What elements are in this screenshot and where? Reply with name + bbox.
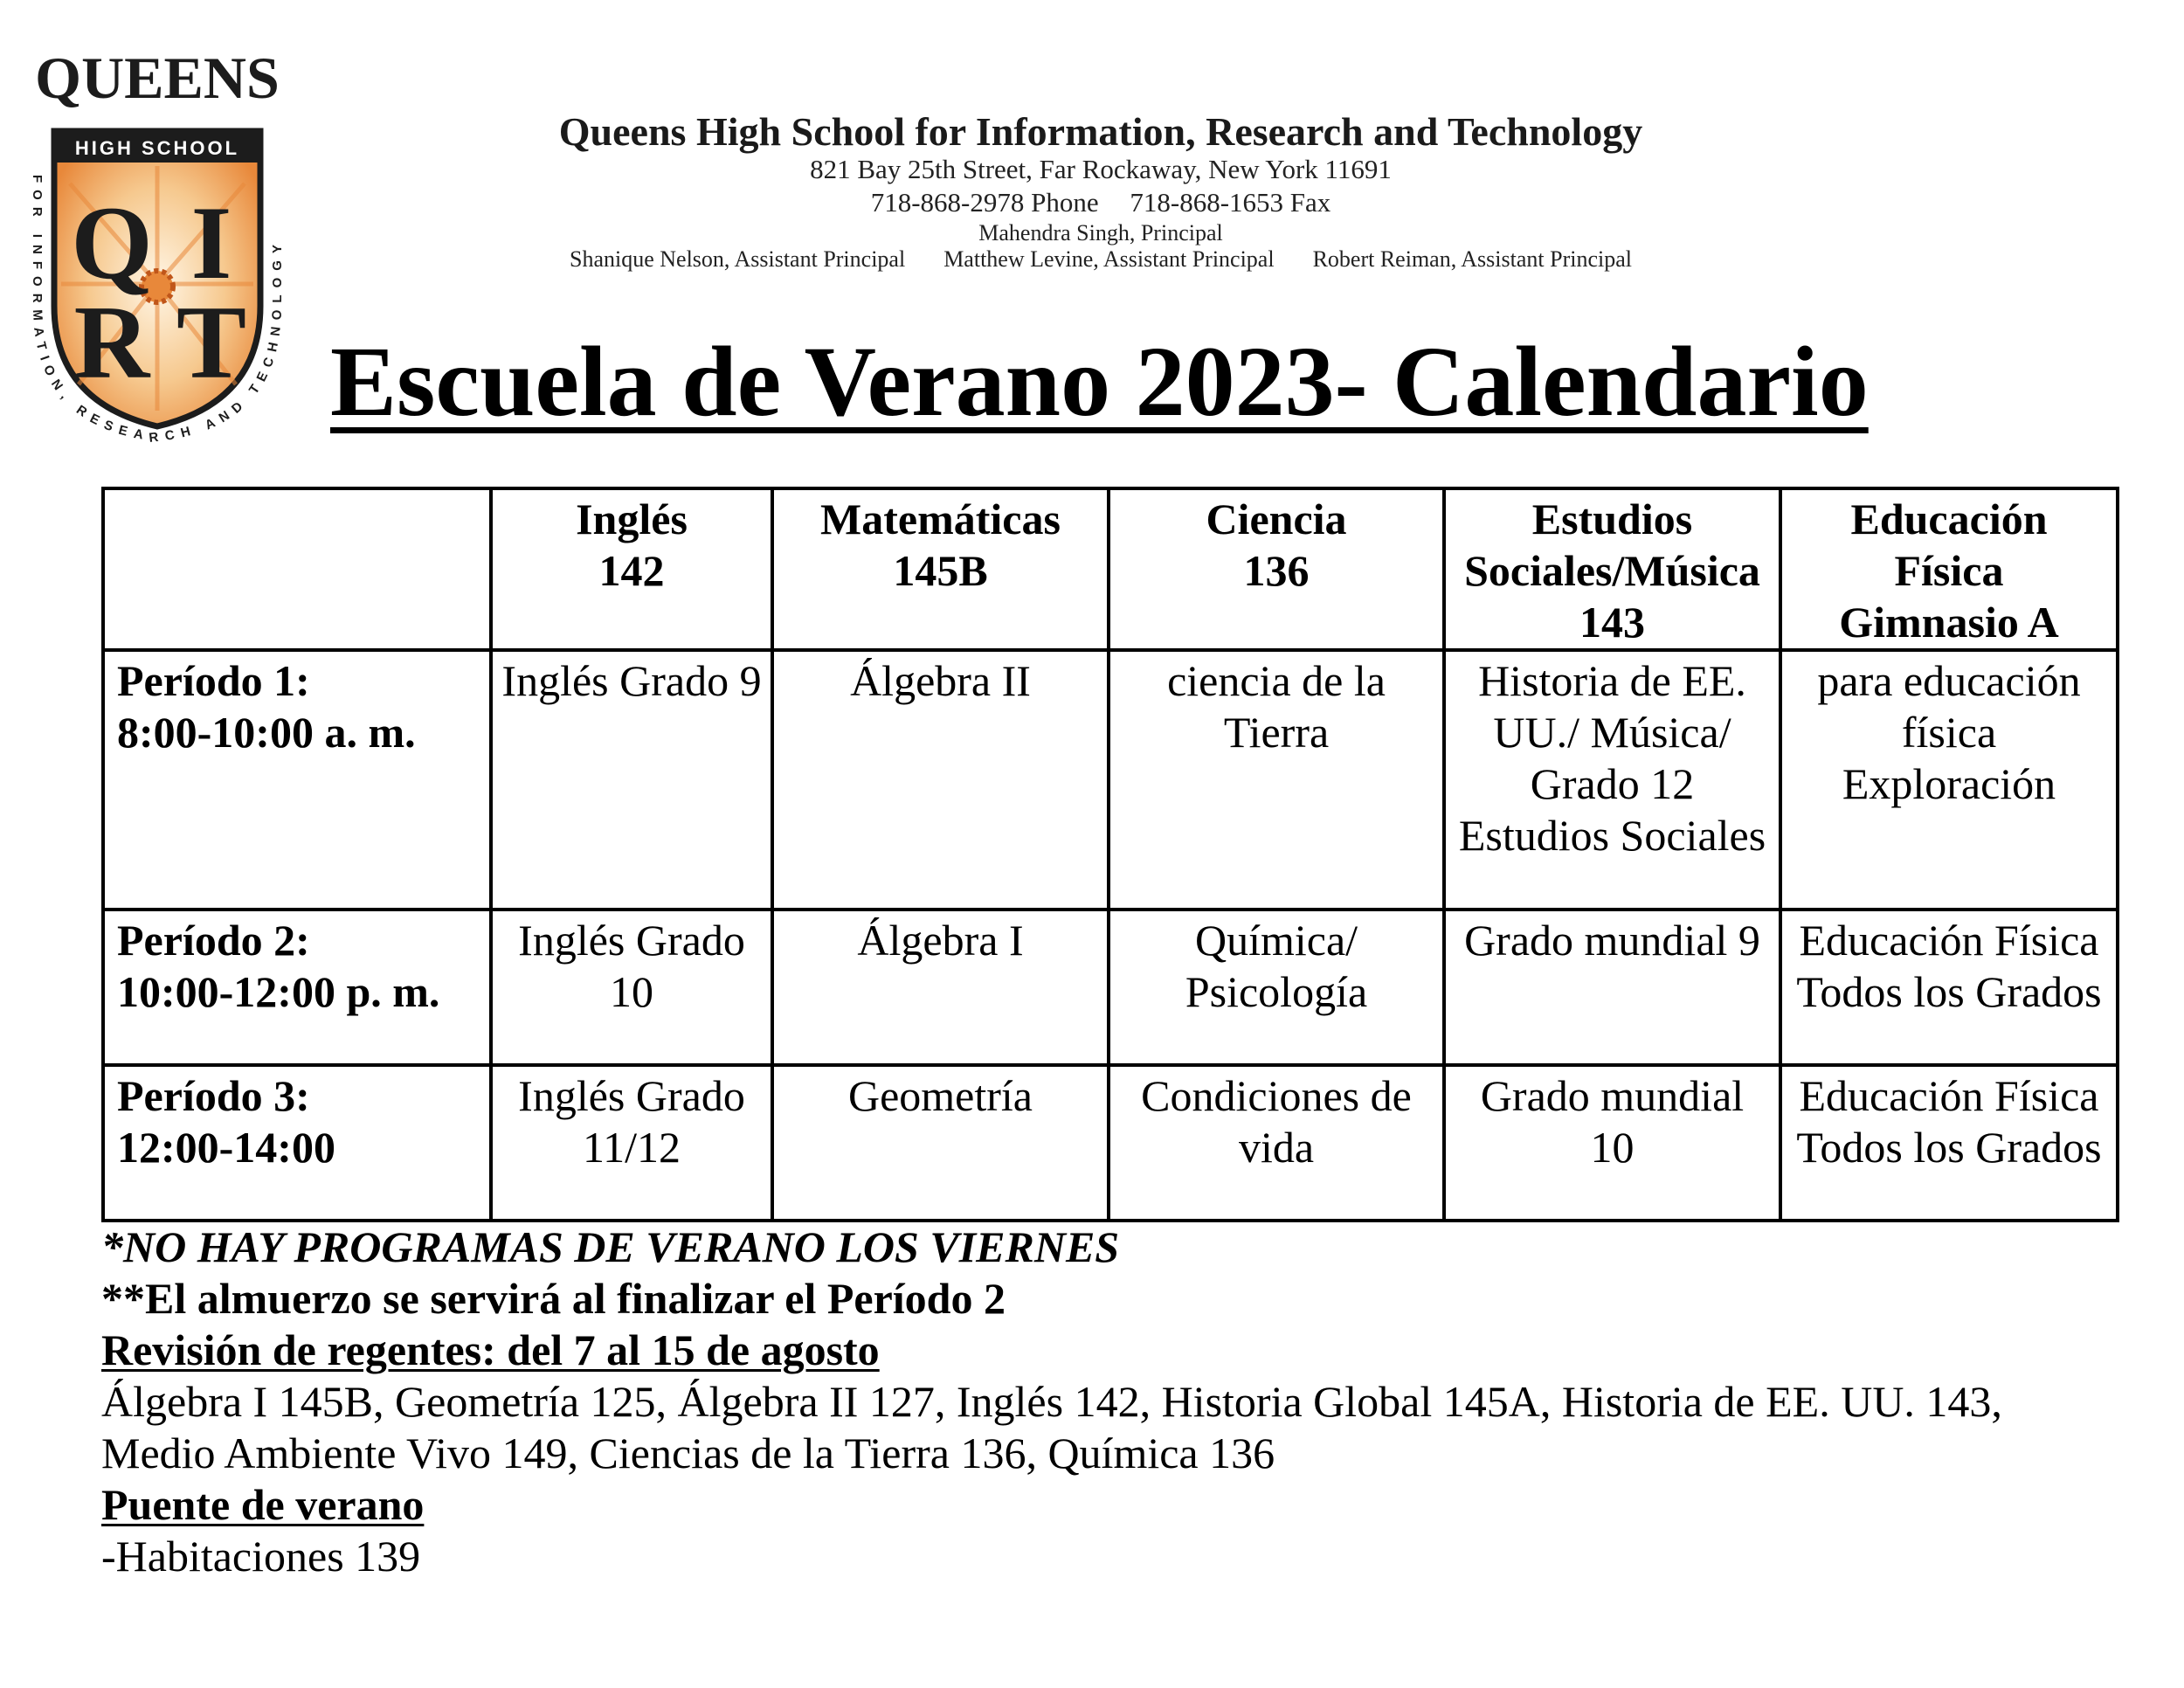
logo-letter-q: Q [71, 184, 153, 301]
table-cell: Álgebra II [772, 650, 1109, 910]
logo-band-text: HIGH SCHOOL [74, 137, 240, 159]
table-cell: ciencia de la Tierra [1109, 650, 1444, 910]
table-header-row [103, 488, 2118, 650]
table-row [103, 910, 2118, 1065]
table-cell: Álgebra I [772, 910, 1109, 1065]
table-cell: Condiciones de vida [1109, 1065, 1444, 1221]
regents-rooms-line: Álgebra I 145B, Geometría 125, Álgebra II 127, Inglés 142, Historia Global 145A, Historia de EE. UU. 143, [101, 1377, 2002, 1426]
schedule-table [101, 487, 2119, 1222]
logo-word: QUEENS [35, 45, 280, 111]
column-header: Ciencia 136 [1109, 488, 1444, 650]
assistant-principal: Robert Reiman, Assistant Principal [1312, 246, 1632, 272]
logo-letter-r: R [73, 284, 150, 400]
logo-letter-i: I [190, 184, 232, 301]
bridge-heading: Puente de verano [101, 1480, 425, 1529]
lunch-note: **El almuerzo se servirá al finalizar el Período 2 [101, 1274, 1006, 1323]
column-header: Inglés 142 [491, 488, 772, 650]
phone-fax [507, 187, 1695, 218]
assistant-principals [507, 246, 1695, 273]
notes-section [101, 1221, 2146, 1582]
principal-name: Mahendra Singh, Principal [978, 220, 1223, 246]
period-cell: Período 2: 10:00-12:00 p. m. [103, 910, 491, 1065]
logo-letter-t: T [176, 284, 247, 400]
phone-number: 718-868-2978 Phone [870, 187, 1099, 218]
table-cell: Química/ Psicología [1109, 910, 1444, 1065]
table-cell: Historia de EE. UU./ Música/ Grado 12 Estudios Sociales [1444, 650, 1780, 910]
table-cell: Grado mundial 9 [1444, 910, 1780, 1065]
school-address: 821 Bay 25th Street, Far Rockaway, New York 11691 [810, 154, 1392, 184]
table-corner-cell [103, 488, 491, 650]
school-name: Queens High School for Information, Research and Technology [558, 109, 1643, 154]
table-cell: Educación Física Todos los Grados [1780, 910, 2118, 1065]
table-cell: Geometría [772, 1065, 1109, 1221]
period-cell: Período 1: 8:00-10:00 a. m. [103, 650, 491, 910]
table-cell: Grado mundial 10 [1444, 1065, 1780, 1221]
regents-rooms-line: Medio Ambiente Vivo 149, Ciencias de la Tierra 136, Química 136 [101, 1429, 1275, 1477]
column-header: Educación Física Gimnasio A [1780, 488, 2118, 650]
table-cell: Inglés Grado 10 [491, 910, 772, 1065]
assistant-principal: Matthew Levine, Assistant Principal [943, 246, 1275, 272]
table-cell: Inglés Grado 9 [491, 650, 772, 910]
bridge-rooms: -Habitaciones 139 [101, 1532, 421, 1581]
table-cell: Educación Física Todos los Grados [1780, 1065, 2118, 1221]
table-cell: Inglés Grado 11/12 [491, 1065, 772, 1221]
logo-ring-text: FOR INFORMATION, RESEARCH AND TECHNOLOGY [29, 175, 286, 446]
column-header: Matemáticas 145B [772, 488, 1109, 650]
table-cell: para educación física Exploración [1780, 650, 2118, 910]
assistant-principal: Shanique Nelson, Assistant Principal [569, 246, 906, 272]
period-cell: Período 3: 12:00-14:00 [103, 1065, 491, 1221]
no-friday-note: *NO HAY PROGRAMAS DE VERANO LOS VIERNES [101, 1222, 1120, 1271]
table-row [103, 1065, 2118, 1221]
fax-number: 718-868-1653 Fax [1130, 187, 1331, 218]
school-logo [17, 44, 297, 454]
page-title: Escuela de Verano 2023- Calendario [330, 326, 1869, 437]
table-row [103, 650, 2118, 910]
column-header: Estudios Sociales/Música 143 [1444, 488, 1780, 650]
regents-heading: Revisión de regentes: del 7 al 15 de agosto [101, 1325, 880, 1374]
